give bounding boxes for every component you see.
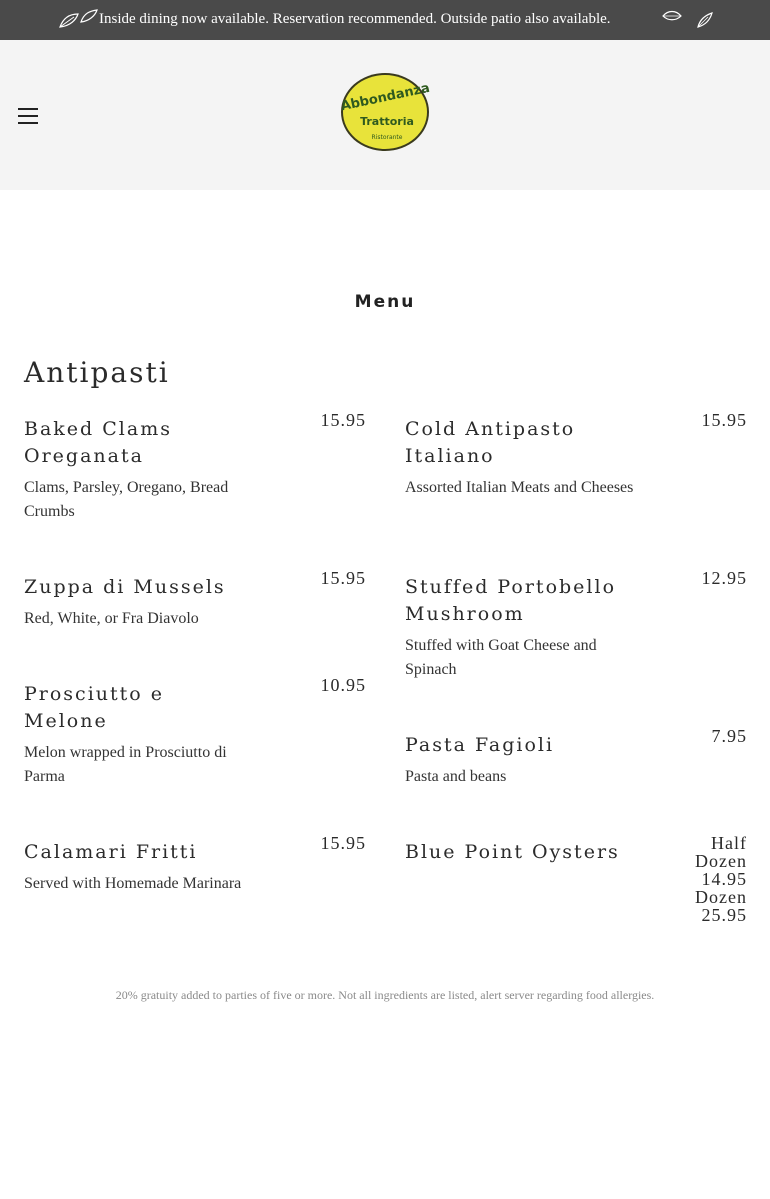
menu-item-name: Baked Clams Oreganata: [24, 418, 172, 467]
logo-line3: Ristorante: [371, 134, 403, 141]
menu-item-name: Stuffed Portobello Mushroom: [405, 576, 617, 625]
leaf-icon: [80, 8, 98, 24]
price-line: Dozen: [695, 851, 747, 871]
announcement-text: Inside dining now available. Reservation recommended. Outside patio also available.: [99, 11, 611, 27]
menu-footnote: 20% gratuity added to parties of five or more. Not all ingredients are listed, alert server regarding food allergies.: [115, 988, 655, 1002]
menu-item: [405, 726, 747, 789]
logo-line1: Abbondanza: [339, 80, 431, 115]
menu-item-description: Served with Homemade Marinara: [24, 875, 242, 892]
menu-item-description: Red, White, or Fra Diavolo: [24, 610, 199, 627]
menu-item-name: Blue Point Oysters: [405, 841, 620, 863]
menu-item: [405, 410, 747, 500]
menu-item-price: 12.95: [701, 568, 747, 588]
menu-item-description: Clams, Parsley, Oregano, Bread Crumbs: [24, 479, 229, 520]
menu-item-price: 10.95: [320, 675, 366, 695]
price-line: 14.95: [701, 869, 747, 889]
leaf-icon: [697, 12, 713, 28]
price-line: Half: [711, 833, 747, 853]
menu-item: [405, 833, 747, 925]
price-line: 25.95: [701, 905, 747, 925]
menu-item-name: Cold Antipasto Italiano: [405, 418, 576, 467]
menu-item-price: 15.95: [701, 410, 747, 430]
menu-item-price: 15.95: [320, 568, 366, 588]
menu-item: [24, 833, 366, 896]
menu-item: [24, 568, 366, 631]
hamburger-menu-icon[interactable]: [18, 108, 38, 124]
menu-item-price: 7.95: [711, 726, 747, 746]
restaurant-logo[interactable]: [339, 71, 431, 153]
menu-item: [24, 675, 366, 789]
leaf-icon: [662, 10, 682, 22]
section-title-antipasti: Antipasti: [24, 356, 170, 389]
menu-item-description: Assorted Italian Meats and Cheeses: [405, 479, 634, 496]
menu-item: [405, 568, 747, 682]
logo-line2: Trattoria: [360, 115, 414, 128]
announcement-bar: [0, 0, 770, 40]
menu-item-price: 15.95: [320, 410, 366, 430]
site-header: [0, 40, 770, 190]
menu-item-name: Pasta Fagioli: [405, 734, 555, 756]
menu-item: [24, 410, 366, 524]
menu-item-name: Prosciutto e Melone: [24, 683, 165, 732]
menu-item-name: Calamari Fritti: [24, 841, 198, 863]
menu-item-description: Stuffed with Goat Cheese and Spinach: [405, 637, 597, 678]
menu-item-description: Pasta and beans: [405, 768, 507, 785]
menu-item-price: [695, 834, 747, 924]
page-title: Menu: [354, 292, 416, 312]
menu-item-description: Melon wrapped in Prosciutto di Parma: [24, 744, 227, 785]
price-line: Dozen: [695, 887, 747, 907]
menu-item-price: 15.95: [320, 833, 366, 853]
leaf-icon: [58, 10, 80, 30]
menu-item-name: Zuppa di Mussels: [24, 576, 226, 598]
